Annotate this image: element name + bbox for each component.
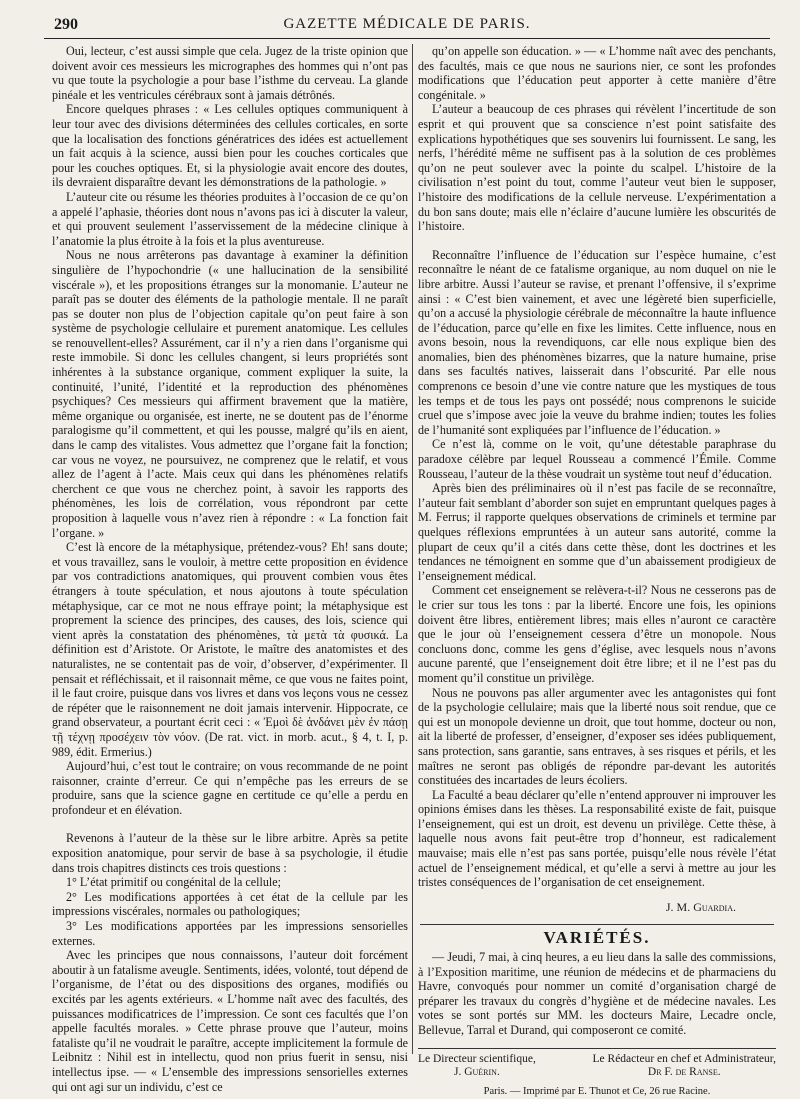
director-name: J. Guérin. — [453, 1065, 500, 1078]
journal-title: GAZETTE MÉDICALE DE PARIS. — [283, 16, 531, 32]
list-item: 1° L’état primitif ou congénital de la cellule; — [66, 875, 281, 890]
paragraph: Encore quelques phrases : « Les cellules optiques communiquent à leur tour avec des divisions déterminées des cellules corticales, en sorte que la localisation des fonctions génératrices des idées est actuellement un fait acquis à la science, aussi bien pour les couches corticales que pour les couches optiques. Et, si la physiologie avait encore des doutes, ils devraient disparaître devant les démonstrations de la pathologie. » — [52, 102, 408, 190]
section-divider — [420, 924, 774, 925]
paragraph: Oui, lecteur, c’est aussi simple que cela. Jugez de la triste opinion que doivent avoir ces messieurs les micrographes des hommes qui n’ont pas vu que toute la psychologie a pour base l’isthme du cerveau. La glande pinéale et les ventricules cérébraux sont à jamais détrônés. — [52, 44, 408, 102]
list-item: 2° Les modifications apportées à cet état de la cellule par les impressions viscérales, normales ou pathologiques; — [52, 889, 408, 919]
staff-credits — [418, 1048, 776, 1079]
left-column — [52, 44, 408, 1094]
column-divider — [412, 44, 413, 1054]
director-credit — [418, 1053, 536, 1079]
paragraph: Après bien des préliminaires où il n’est pas facile de se reconnaître, l’auteur fait semblant d’aborder son sujet en empruntant quelques pages à M. Ferrus; il rapporte quelques observations de criminels et termine par quelques réflexions empruntées à un auteur sans autorité, comme la plupart de ceux qu’il a cités dans cette thèse, dont les doctrines et les tendances ne témoignent en somme que d’un abaissement prodigieux de l’enseignement médical. — [418, 481, 776, 583]
editor-name: Dr F. de Ranse. — [647, 1065, 721, 1078]
paragraph: La Faculté a beau déclarer qu’elle n’entend approuver ni improuver les opinions émises dans les thèses. La responsabilité existe de fait, puisque l’enseignement, qui est un droit, est devenu un privilège. Cette thèse, à laquelle nous avons fait peut-être trop d’honneur, est radicalement mauvaise; mais elle n’est pas sans portée, puisqu’elle nous révèle l’état actuel de l’enseignement médical, et qu’elle a servi à mettre au jour les tristes conséquences de l’organisation de cet enseignement. — [418, 787, 776, 890]
director-title: Le Directeur scientifique, — [418, 1052, 536, 1065]
section-title: VARIÉTÉS. — [543, 928, 651, 948]
paragraph: Reconnaître l’influence de l’éducation sur l’espèce humaine, c’est reconnaître le néant de ce fatalisme organique, au nom duquel on nie le libre arbitre. Aussi l’auteur se ravise, et prenant l’offensive, il s’exprime ainsi : « C’est bien vainement, et avec une légèreté bien superficielle, qu’on a accusé la physiologie cérébrale de méconnaître la haute influence de l’éducation, parce qu’elle en fixe les limites. Cette influence, nous en avons besoin, nous la revendiquons, car elle nous explique bien des anomalies, bien des phénomènes bizarres, que la nature humaine, prise dans ses facultés natives, laisserait dans l’obscurité. Par elle nous comprenons ce besoin d’une vie contre nature que les mystiques de tous les temps et de tous les pays ont possédé; nous comprenons le suicide cruel que s’impose avec joie la veuve du brahme indien; toutes les folies de l’humanité sont expliquées par l’influence de l’éducation. » — [418, 247, 776, 437]
paragraph: Nous ne nous arrêterons pas davantage à examiner la définition singulière de l’hypochondrie (« une hallucination de la sensibilité viscérale »), et les propositions étranges sur la monomanie. L’auteur ne paraît pas se douter des éléments de la pathologie mentale. Il ne paraît pas se douter non plus de l’objection capitale qu’on peut faire à son système de psychologie cellulaire et purement anatomique. Les cellules se renouvellent-elles? Assurément, car il n’y a rien dans l’organisme qui reste immobile. Si donc les cellules changent, si leurs propriétés sont inhérentes à la substance organique, comment expliquer la suite, la continuité, l’unité, l’identité et la reproduction des phénomènes psychiques? Ces messieurs qui affirment bravement que la matière, même organique ou organisée, est inerte, ne se doutent pas de l’énorme paralogisme qu’il commettent, et qui les pousse, malgré qu’ils en aient, dans le camp des vitalistes. Vous admettez que l’organe fait la fonction; car vous ne voyez, ne poursuivez, ne comprenez que le relatif, et vous allez de l’agent à l’acte. Mais ceux qui dans les phénomènes relatifs cherchent ce que vous ne cherchez point, à savoir les rapports des phénomènes, les lois de corrélation, vous répondront par cette proposition à laquelle vous n’avez rien à répondre : « La fonction fait l’organe. » — [52, 248, 408, 540]
paragraph: Nous ne pouvons pas aller argumenter avec les antagonistes qui font de la psychologie cellulaire; mais que la liberté nous soit rendue, que ce qui est un monopole devienne un droit, que tout homme, docteur ou non, ait la liberté de professer, d’enseigner, d’exposer ses idées publiquement, sans protection, sans garantie, sans entraves, à ses risques et périls, et les maîtres ne seront pas obligés de répondre par-devant les autorités constituées des incartades de leurs écoliers. — [418, 685, 776, 788]
right-column — [418, 44, 776, 1097]
paragraph: Ce n’est là, comme on le voit, qu’une détestable paraphrase du paradoxe célèbre par lequel Rousseau a commencé l’Émile. Comme Rousseau, l’auteur de la thèse voudrait un système tout neuf d’éducation. — [418, 437, 776, 481]
paragraph: L’auteur cite ou résume les théories produites à l’occasion de ce qu’on a appelé l’aphasie, théories dont nous n’avons pas ici à discuter la valeur, et qui prouvent seulement l’asservissement de la médecine clinique à l’anatomie la plus étroite à la fois et la plus aventureuse. — [52, 189, 408, 248]
paragraph-spacer — [52, 817, 408, 831]
page-number: 290 — [54, 16, 78, 33]
editor-credit — [593, 1053, 776, 1079]
paragraph: C’est là encore de la métaphysique, prétendez-vous? Eh! sans doute; et vous travaillez, sans le vouloir, à mettre cette proposition en évidence par vos contradictions anatomiques, qui prouvent combien vous êtes étrangers à toute spéculation, et nous ajoutons à toute spéculation métaphysique, car ce mot ne nous effraye point; la métaphysique est proprement la science des principes, des causes, des lois, science qui vient après la constatation des phénomènes, τὰ μετὰ τὰ φυσικά. La définition est d’Aristote. Or Aristote, le maître des anatomistes et des naturalistes, ne se contentait pas de voir, d’observer, d’expérimenter. Il pensait et réfléchissait, et il raisonnait même, ce que vous ne faites point, il le faut croire, puisque dans vos livres et dans vos leçons vous ne cessez de répéter que le raisonnement ne doit jamais intervenir. Hippocrate, ce grand observateur, a pourtant écrit ceci : « Ἐμοὶ δὲ ἀνδάνει μὲν ἐν πάσῃ τῇ τέχνῃ προσέχειν τὸν νόον. (De rat. vict. in morb. acut., § 4, t. I, p. 989, édit. Ermerius.) — [52, 540, 408, 759]
paragraph: Avec les principes que nous connaissons, l’auteur doit forcément aboutir à un fatalisme aveugle. Sentiments, idées, volonté, tout dépend de l’organisme, de l’état ou des dispositions des organes, modifiés ou excités par les agents extérieurs. « L’homme naît avec des facultés, des puissances modificatrices de l’impression. Ce sont ces facultés que l’on appelle facultés morales. » Cette phrase prouve que l’auteur, moins fataliste qu’il ne voudrait le paraître, accepte implicitement la formule de Leibnitz : Nihil est in intellectu, quod non prius fuerit in sensu, nisi intellectus ipse. — « L’ensemble des impressions sensorielles externes qui ont agi sur un individu, c’est ce — [52, 948, 408, 1094]
page-header — [44, 14, 770, 39]
author-signature: J. M. Guardia. — [665, 899, 736, 914]
paragraph: — Jeudi, 7 mai, à cinq heures, a eu lieu dans la salle des commissions, à l’Exposition maritime, une réunion de médecins et de pharmaciens du Havre, convoqués pour nommer un comité d’organisation chargé de préparer les travaux du congrès d’hygiène et de médecine navales. Les votes se sont portés sur MM. les docteurs Maire, Lecadre oncle, Bellevue, Tarral et Durand, qui composeront ce comité. — [418, 950, 776, 1037]
paragraph-spacer — [418, 234, 776, 248]
paragraph: Comment cet enseignement se relèvera-t-il? Nous ne cesserons pas de le crier sur tous les tons : par la liberté. Encore une fois, les opinions doivent être libres, entièrement libres; mais elles n’auront ce caractère que le jour où l’enseignement cessera d’être un monopole. Nous concluons donc, comme les gens d’église, avec lesquels nous n’avons aucune parenté, que l’enseignement doit être libre; et il ne l’est pas du moment qu’il constitue un privilège. — [418, 583, 776, 685]
paragraph: qu’on appelle son éducation. » — « L’homme naît avec des penchants, des facultés, mais ce que nous ne saurions nier, ce sont les profondes modifications que l’éducation peut apporter à cette manière d’être congénitale. » — [418, 44, 776, 102]
list-item: 3° Les modifications apportées par les impressions sensorielles externes. — [52, 919, 408, 948]
paragraph: Revenons à l’auteur de la thèse sur le libre arbitre. Après sa petite exposition anatomique, pour servir de base à sa psychologie, il étudie dans trois chapitres distincts ces trois questions : — [52, 831, 408, 875]
paragraph: Aujourd’hui, c’est tout le contraire; on vous recommande de ne point raisonner, crainte d’erreur. Ce qui n’empêche pas les erreurs de se produire, sans que la science gagne en certitude ce qu’elle a perdu en profondeur et en élévation. — [52, 759, 408, 817]
paragraph: L’auteur a beaucoup de ces phrases qui révèlent l’incertitude de son esprit et qui prouvent que sa conscience n’est point satisfaite des explications hypothétiques que ses souvenirs lui fournissent. Le sang, les nerfs, l’hérédité même ne suffisent pas à la solution de ces problèmes qu’on ne peut soulever avec la pointe du scalpel. L’histoire de la civilisation n’est point du tout, comme l’auteur veut bien le supposer, l’histoire des modifications de la cellule nerveuse. L’expérimentation a du bon sans doute; mais elle n’éclaire d’aucune lumière les obscurités de l’histoire. — [418, 102, 776, 234]
editor-title: Le Rédacteur en chef et Administrateur, — [592, 1052, 776, 1065]
printer-line: Paris. — Imprimé par E. Thunot et Ce, 26 rue Racine. — [483, 1085, 711, 1097]
